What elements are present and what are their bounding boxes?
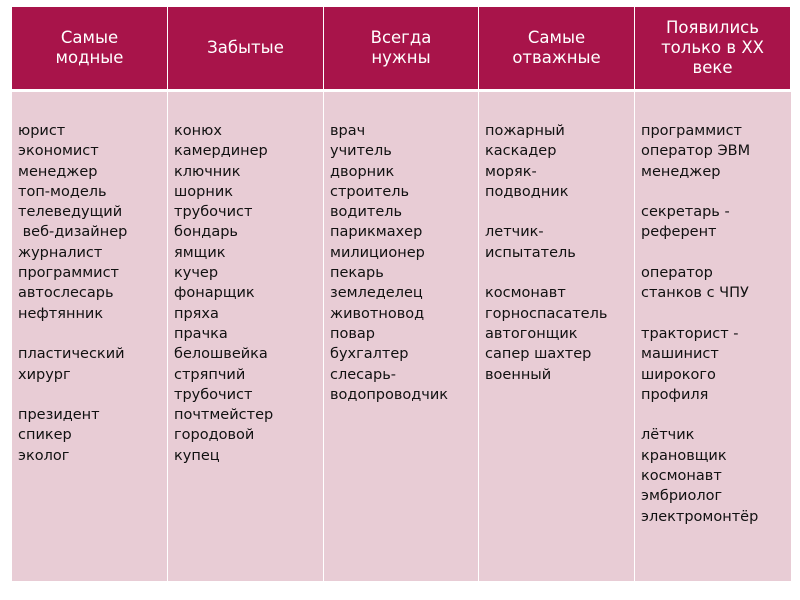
- spacer: [485, 263, 630, 283]
- profession-item: водопроводчик: [330, 386, 449, 403]
- profession-item: машинист: [641, 346, 719, 363]
- profession-item: космонавт: [485, 285, 566, 302]
- header-cell-20th-century: [635, 7, 791, 92]
- column-forgotten: [168, 92, 324, 581]
- profession-item: подводник: [485, 183, 569, 200]
- profession-item: станков с ЧПУ: [641, 285, 749, 302]
- profession-item: учитель: [330, 143, 392, 160]
- header-cell-most-brave: [479, 7, 635, 92]
- column-most-brave: [479, 92, 635, 581]
- spacer: [641, 405, 787, 425]
- profession-item: конюх: [174, 123, 222, 139]
- header-cell-most-fashionable: [12, 7, 168, 92]
- spacer: [641, 243, 787, 263]
- profession-item: ключник: [174, 163, 241, 180]
- profession-item: городовой: [174, 427, 255, 444]
- header-label: Забытые: [207, 38, 284, 57]
- profession-item: программист: [641, 123, 742, 139]
- profession-item: эколог: [18, 447, 70, 464]
- profession-item: широкого: [641, 366, 716, 383]
- profession-item: военный: [485, 366, 552, 383]
- profession-item: менеджер: [18, 163, 98, 180]
- profession-item: автогонщик: [485, 325, 578, 342]
- profession-item: летчик-: [485, 224, 544, 241]
- profession-item: программист: [18, 265, 119, 282]
- profession-item: хирург: [18, 366, 71, 383]
- profession-item: повар: [330, 325, 375, 342]
- profession-item: испытатель: [485, 244, 576, 261]
- profession-item: автослесарь: [18, 285, 114, 302]
- profession-item: купец: [174, 447, 220, 464]
- professions-table: [12, 7, 791, 581]
- profession-item: пекарь: [330, 265, 384, 282]
- profession-item: экономист: [18, 143, 99, 160]
- profession-item: парикмахер: [330, 224, 423, 241]
- profession-item: милиционер: [330, 244, 425, 261]
- header-label: Всегда нужны: [370, 28, 432, 67]
- spacer: [641, 182, 787, 202]
- profession-item: сапер шахтер: [485, 346, 592, 363]
- column-20th-century: [635, 92, 791, 581]
- profession-item: каскадер: [485, 143, 557, 160]
- column-most-fashionable: [12, 92, 168, 581]
- profession-item: профиля: [641, 386, 709, 403]
- profession-item: камердинер: [174, 143, 268, 160]
- profession-item: нефтянник: [18, 305, 104, 322]
- profession-item: земледелец: [330, 285, 423, 302]
- profession-item: пряха: [174, 305, 219, 322]
- header-label: Появились только в ХХ веке: [661, 18, 764, 77]
- spacer: [641, 304, 787, 324]
- profession-item: телеведущий: [18, 204, 123, 221]
- profession-item: кучер: [174, 265, 219, 282]
- profession-item: врач: [330, 123, 366, 139]
- profession-item: пластический: [18, 346, 125, 363]
- header-cell-forgotten: [168, 7, 324, 92]
- profession-item: тракторист -: [641, 325, 739, 342]
- profession-item: космонавт: [641, 468, 722, 485]
- profession-item: крановщик: [641, 447, 727, 464]
- profession-item: бондарь: [174, 224, 238, 241]
- profession-item: юрист: [18, 123, 66, 139]
- profession-item: электромонтёр: [641, 508, 759, 525]
- profession-item: слесарь-: [330, 366, 397, 383]
- header-cell-always-needed: [324, 7, 479, 92]
- profession-item: белошвейка: [174, 346, 268, 363]
- spacer: [485, 202, 630, 222]
- header-label: Самые отважные: [512, 28, 601, 67]
- profession-item: моряк-: [485, 163, 537, 180]
- profession-item: президент: [18, 407, 100, 424]
- profession-item: веб-дизайнер: [18, 224, 128, 241]
- spacer: [18, 385, 163, 405]
- profession-item: пожарный: [485, 123, 565, 139]
- spacer: [18, 324, 163, 344]
- profession-item: трубочист: [174, 204, 253, 221]
- profession-item: горноспасатель: [485, 305, 608, 322]
- column-always-needed: [324, 92, 479, 581]
- profession-item: эмбриолог: [641, 488, 723, 505]
- profession-item: оператор ЭВМ: [641, 143, 751, 160]
- profession-item: водитель: [330, 204, 403, 221]
- profession-item: журналист: [18, 244, 103, 261]
- profession-item: оператор: [641, 265, 713, 282]
- profession-item: трубочист: [174, 386, 253, 403]
- profession-item: дворник: [330, 163, 395, 180]
- profession-item: бухгалтер: [330, 346, 409, 363]
- header-label: Самые модные: [55, 28, 124, 67]
- profession-item: прачка: [174, 325, 228, 342]
- profession-item: почтмейстер: [174, 407, 274, 424]
- profession-item: секретарь -: [641, 204, 730, 221]
- profession-item: строитель: [330, 183, 410, 200]
- profession-item: лётчик: [641, 427, 695, 444]
- profession-item: референт: [641, 224, 717, 241]
- profession-item: фонарщик: [174, 285, 255, 302]
- profession-item: животновод: [330, 305, 425, 322]
- profession-item: ямщик: [174, 244, 226, 261]
- profession-item: спикер: [18, 427, 72, 444]
- profession-item: стряпчий: [174, 366, 246, 383]
- profession-item: шорник: [174, 183, 234, 200]
- profession-item: менеджер: [641, 163, 721, 180]
- profession-item: топ-модель: [18, 183, 107, 200]
